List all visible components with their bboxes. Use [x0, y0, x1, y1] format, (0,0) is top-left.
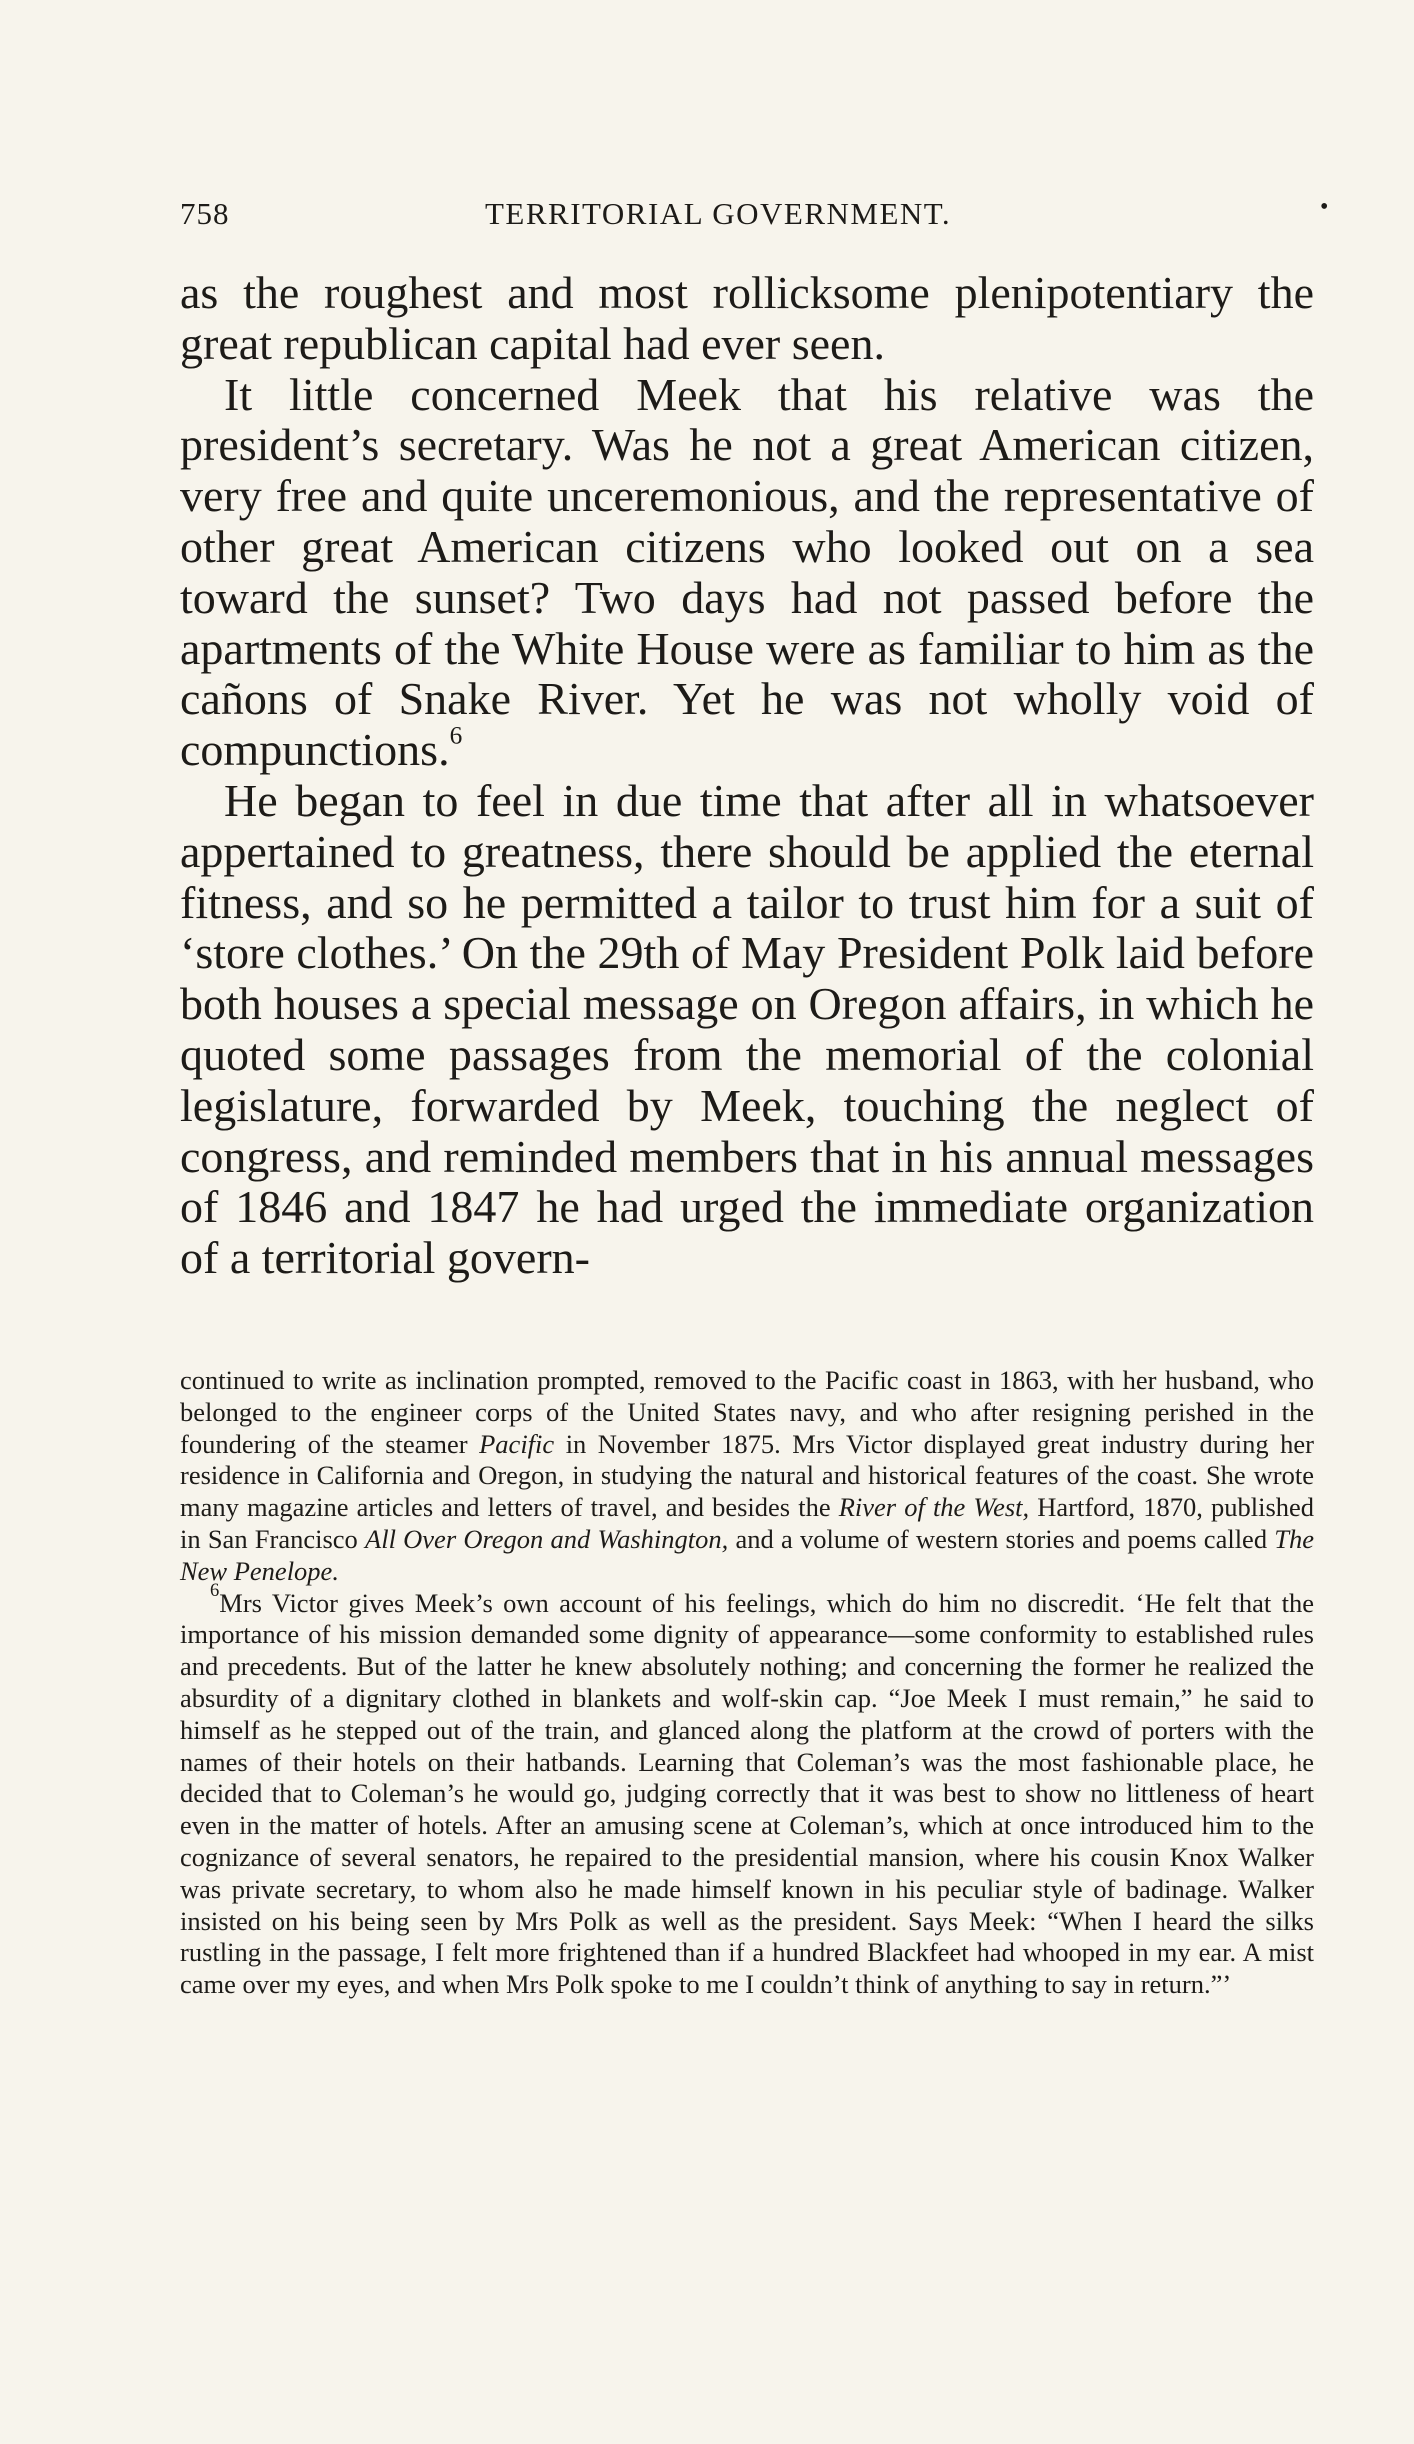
footnotes	[180, 1365, 1314, 2001]
footnote-6-number: 6	[210, 1579, 220, 1601]
footnote-ref-6: 6	[449, 721, 463, 750]
italic-pacific: Pacific	[479, 1428, 555, 1459]
italic-new-penelope: The New Penelope.	[180, 1523, 1315, 1586]
running-title: TERRITORIAL GOVERNMENT.	[485, 196, 952, 231]
paragraph-meek-relative: It little concerned Meek that his relative was the president’s secretary. Was he not a great American citizen, very free and quite unceremonious, and the representative of other great American citizens who looked out on a sea toward the sunset? Two days had not passed before the apartments of the White House were as familiar to him as the cañons of Snake River. Yet he was not wholly void of compunctions.$^6$	[180, 368, 1314, 776]
italic-river-of-the-west: River of the West,	[838, 1492, 1030, 1523]
paragraph-polk-message: He began to feel in due time that after all in whatsoever appertained to greatness, there should be applied the eternal fitness, and so he permitted a tailor to trust him for a suit of ‘store clothes.’ On the 29th of May President Polk laid before both houses a special message on Oregon affairs, in which he quoted some passages from the memorial of the colonial legislature, forwarded by Meek, touching the neglect of congress, and reminded members that in his annual messages of 1846 and 1847 he had urged the immediate organization of a territorial govern-	[180, 774, 1314, 1284]
running-header	[180, 196, 1330, 246]
footnote-continued: continued to write as inclination prompted, removed to the Pacific coast in 1863, with her husband, who belonged to the engineer corps of the United States navy, and who after resigning perished in the foundering of the steamer Pacific in November 1875. Mrs Victor displayed great industry during her residence in California and Oregon, in studying the natural and historical features of the coast. She wrote many magazine articles and letters of travel, and besides the River of the West, Hartford, 1870, published in San Francisco All Over Oregon and Washington, and a volume of western stories and poems called The New Penelope.	[180, 1365, 1315, 1586]
paragraph-continuation: as the roughest and most rollicksome plenipotentiary the great republican capital had ever seen.	[180, 267, 1314, 369]
body-text	[180, 268, 1314, 1284]
stray-mark: •	[1320, 194, 1330, 220]
page-number: 758	[180, 196, 230, 231]
italic-all-over-oregon: All Over Oregon and Washington,	[365, 1523, 729, 1554]
footnote-6: $^6$Mrs Victor gives Meek’s own account of his feelings, which do him no discredit. ‘He felt that the importance of his mission demanded some dignity of appearance—some conformity to established rules and precedents. But of the latter he knew absolutely nothing; and concerning the former he realized the absurdity of a dignitary clothed in blankets and wolf-skin cap. “Joe Meek I must remain,” he said to himself as he stepped out of the train, and glanced along the platform at the crowd of porters with the names of their hotels on their hatbands. Learning that Coleman’s was the most fashionable place, he decided that to Coleman’s he would go, judging correctly that it was best to show no littleness of heart even in the matter of hotels. After an amusing scene at Coleman’s, which at once introduced him to the cognizance of several senators, he repaired to the presidential mansion, where his cousin Knox Walker was private secretary, to whom also he made himself known in his peculiar style of badinage. Walker insisted on his being seen by Mrs Polk as well as the president. Says Meek: “When I heard the silks rustling in the passage, I felt more frightened than if a hundred Blackfeet had whooped in my ear. A mist came over my eyes, and when Mrs Polk spoke to me I couldn’t think of anything to say in return.”’	[180, 1579, 1314, 2000]
